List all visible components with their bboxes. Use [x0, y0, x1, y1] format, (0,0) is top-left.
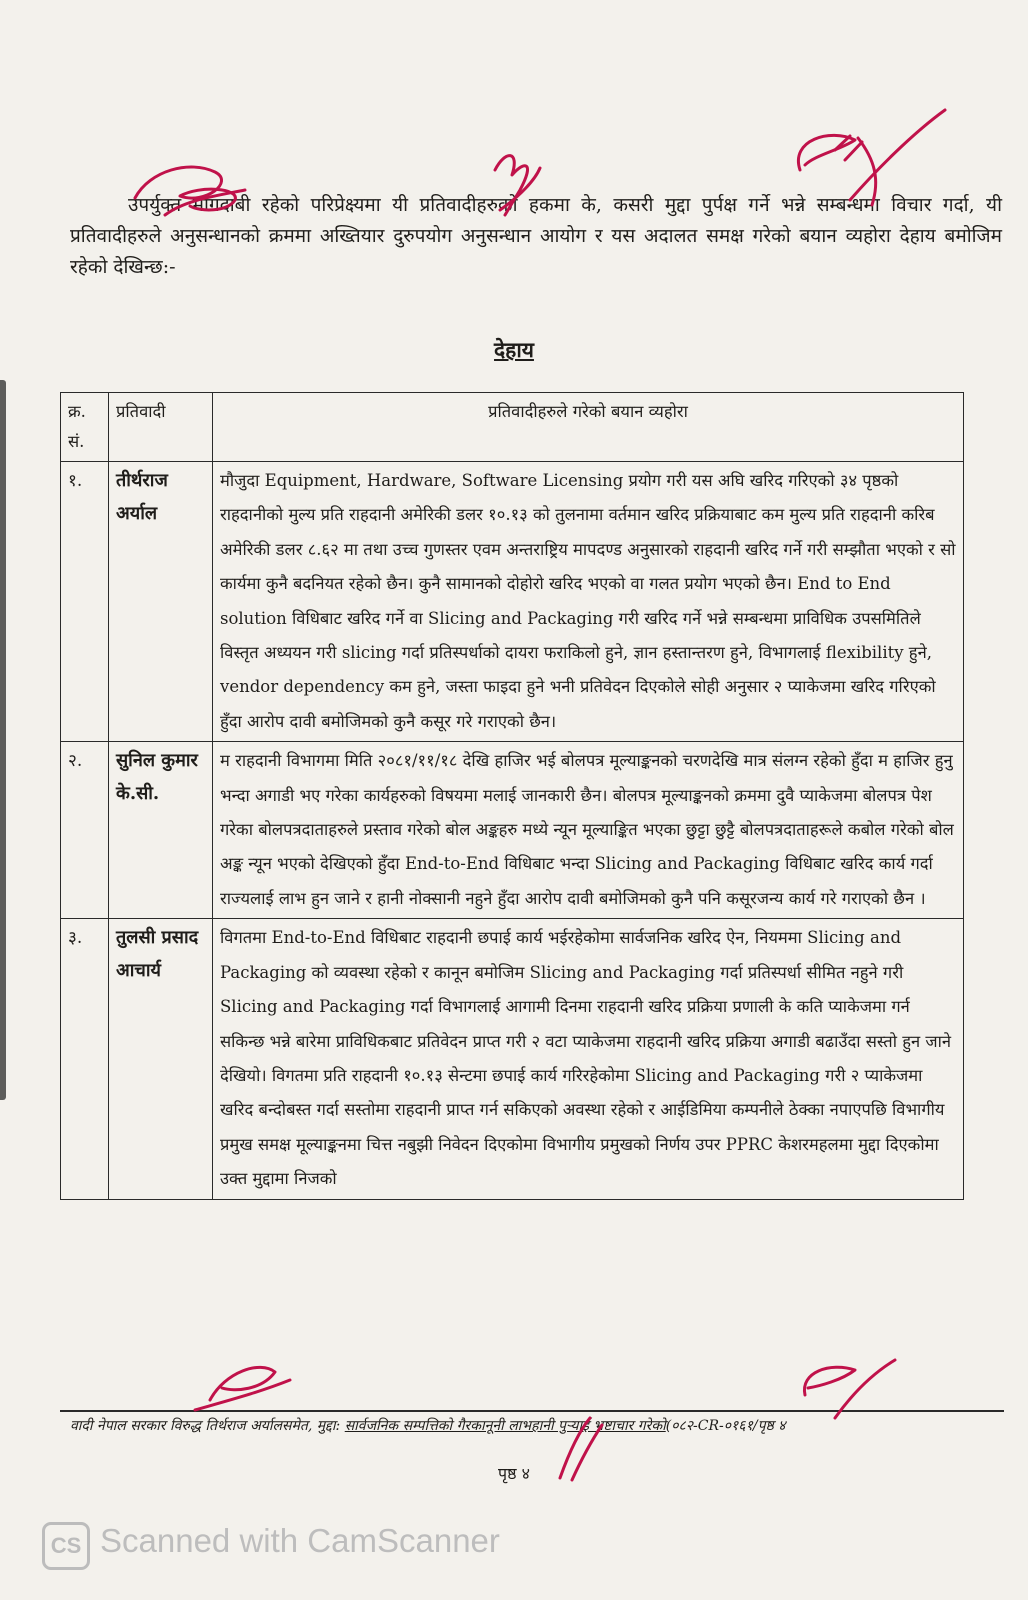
row-statement: विगतमा End-to-End विधिबाट राहदानी छपाई कार्य भईरहेकोमा सार्वजनिक खरिद ऐन, नियममा Slicing and Packaging को व्यवस्था रहेको र कानून बमोजिम Slicing and Packaging गर्दा प्रतिस्पर्धा सीमित नहुने गरी Slicing and Packaging गर्दा विभागलाई आगामी दिनमा राहदानी खरिद प्रक्रिया प्रणाली के कति प्याकेजमा गर्न सकिन्छ भन्ने बारेमा प्राविधिकबाट प्रतिवेदन प्राप्त गरी २ वटा प्याकेजमा राहदानी खरिद प्रक्रिया अगाडी बढाउँदा सस्तो हुन जाने देखियो। विगतमा प्रति राहदानी १०.१३ सेन्टमा छपाई कार्य गरिरहेकोमा Slicing and Packaging गरी २ प्याकेजमा खरिद बन्दोबस्त गर्दा सस्तोमा राहदानी प्राप्त गर्न सकिएको अवस्था रहेको र आईडिमिया कम्पनीले ठेक्का नपाएपछि विभागीय प्रमुख समक्ष मूल्याङ्कनमा चित्त नबुझी निवेदन दिएकोमा विभागीय प्रमुखको निर्णय उपर PPRC केशरमहलमा मुद्दा दिएकोमा उक्त मुद्दामा निजको: [213, 919, 964, 1199]
table-row: [61, 919, 964, 1199]
case-footer: [70, 1416, 1000, 1435]
row-defendant-name: तुलसी प्रसाद आचार्य: [109, 919, 213, 1199]
row-serial: १.: [61, 462, 109, 742]
footer-rule: [60, 1410, 1004, 1412]
footer-case-number: (०८२-CR-०१६१/पृष्ठ ४: [665, 1418, 786, 1434]
table-row: [61, 462, 964, 742]
signature-mark: [798, 135, 855, 170]
signature-mark: [210, 1367, 275, 1400]
signature-mark: [850, 110, 945, 200]
row-defendant-name: सुनिल कुमार के.सी.: [109, 742, 213, 919]
row-serial: ३.: [61, 919, 109, 1199]
camscanner-logo-icon: CS: [42, 1522, 90, 1570]
table-header-row: [61, 393, 964, 462]
row-defendant-name: तीर्थराज अर्याल: [109, 462, 213, 742]
header-serial: क्र. सं.: [61, 393, 109, 462]
header-statement: प्रतिवादीहरुले गरेको बयान व्यहोरा: [213, 393, 964, 462]
signature-mark: [804, 1367, 855, 1395]
statements-table: [60, 392, 964, 1200]
footer-prefix: वादी नेपाल सरकार विरुद्ध तिर्थराज अर्यालसमेत, मुद्दा:: [70, 1418, 341, 1434]
row-serial: २.: [61, 742, 109, 919]
camscanner-watermark: Scanned with CamScanner: [100, 1522, 500, 1559]
section-heading: देहाय: [494, 337, 534, 362]
intro-paragraph: उपर्युक्त मागदाबी रहेको परिप्रेक्ष्यमा यी प्रतिवादीहरुको हकमा के, कसरी मुद्दा पुर्पक्ष गर्ने भन्ने सम्बन्धमा विचार गर्दा, यी प्रतिवादीहरुले अनुसन्धानको क्रममा अख्तियार दुरुपयोग अनुसन्धान आयोग र यस अदालत समक्ष गरेको बयान व्यहोरा देहाय बमोजिम रहेको देखिन्छ:-: [70, 194, 1002, 278]
table-row: [61, 742, 964, 919]
row-statement: म राहदानी विभागमा मिति २०८१/११/१८ देखि हाजिर भई बोलपत्र मूल्याङ्कनको चरणदेखि मात्र संलग्न रहेको हुँदा म हाजिर हुनु भन्दा अगाडी भए गरेका कार्यहरुको विषयमा मलाई जानकारी छैन। बोलपत्र मूल्याङ्कनको क्रममा दुवै प्याकेजमा बोलपत्र पेश गरेका बोलपत्रदाताहरुले प्रस्ताव गरेको बोल अङ्कहरु मध्ये न्यून मूल्याङ्कित भएका छुट्टा छुट्टै बोलपत्रदाताहरूले कबोल गरेको बोल अङ्क न्यून भएको देखिएको हुँदा End-to-End विधिबाट भन्दा Slicing and Packaging विधिबाट खरिद कार्य गर्दा राज्यलाई लाभ हुन जाने र हानी नोक्सानी नहुने हुँदा आरोप दावी बमोजिमको कुनै पनि कसूरजन्य कार्य गरे गराएको छैन ।: [213, 742, 964, 919]
signature-mark: [195, 1380, 290, 1410]
row-statement: मौजुदा Equipment, Hardware, Software Licensing प्रयोग गरी यस अघि खरिद गरिएको ३४ पृष्ठको राहदानीको मुल्य प्रति राहदानी अमेरिकी डलर १०.१३ को तुलनामा वर्तमान खरिद प्रक्रियाबाट कम मुल्य प्रति राहदानी करिब अमेरिकी डलर ८.६२ मा तथा उच्च गुणस्तर एवम अन्तराष्ट्रिय मापदण्ड अनुसारको राहदानी खरिद गर्ने गरी सम्झौता भएको र सो कार्यमा कुनै बदनियत रहेको छैन। कुनै सामानको दोहोरो खरिद भएको वा गलत प्रयोग भएको छैन। End to End solution विधिबाट खरिद गर्ने वा Slicing and Packaging गरी खरिद गर्ने भन्ने सम्बन्धमा प्राविधिक उपसमितिले विस्तृत अध्ययन गरी slicing गर्दा प्रतिस्पर्धाको दायरा फराकिलो हुने, ज्ञान हस्तान्तरण हुने, विभागलाई flexibility हुने, vendor dependency कम हुने, जस्ता फाइदा हुने भनी प्रतिवेदन दिएकोले सोही अनुसार २ प्याकेजमा खरिद गरिएको हुँदा आरोप दावी बमोजिमको कुनै कसूर गरे गराएको छैन।: [213, 462, 964, 742]
page-number: पृष्ठ ४: [498, 1464, 530, 1483]
binding-edge: [0, 380, 6, 1100]
signature-mark: [835, 136, 862, 160]
footer-case-subject: सार्वजनिक सम्पत्तिको गैरकानूनी लाभहानी पुर्‍याई भ्रष्टाचार गरेको: [344, 1418, 666, 1434]
header-defendant: प्रतिवादी: [109, 393, 213, 462]
